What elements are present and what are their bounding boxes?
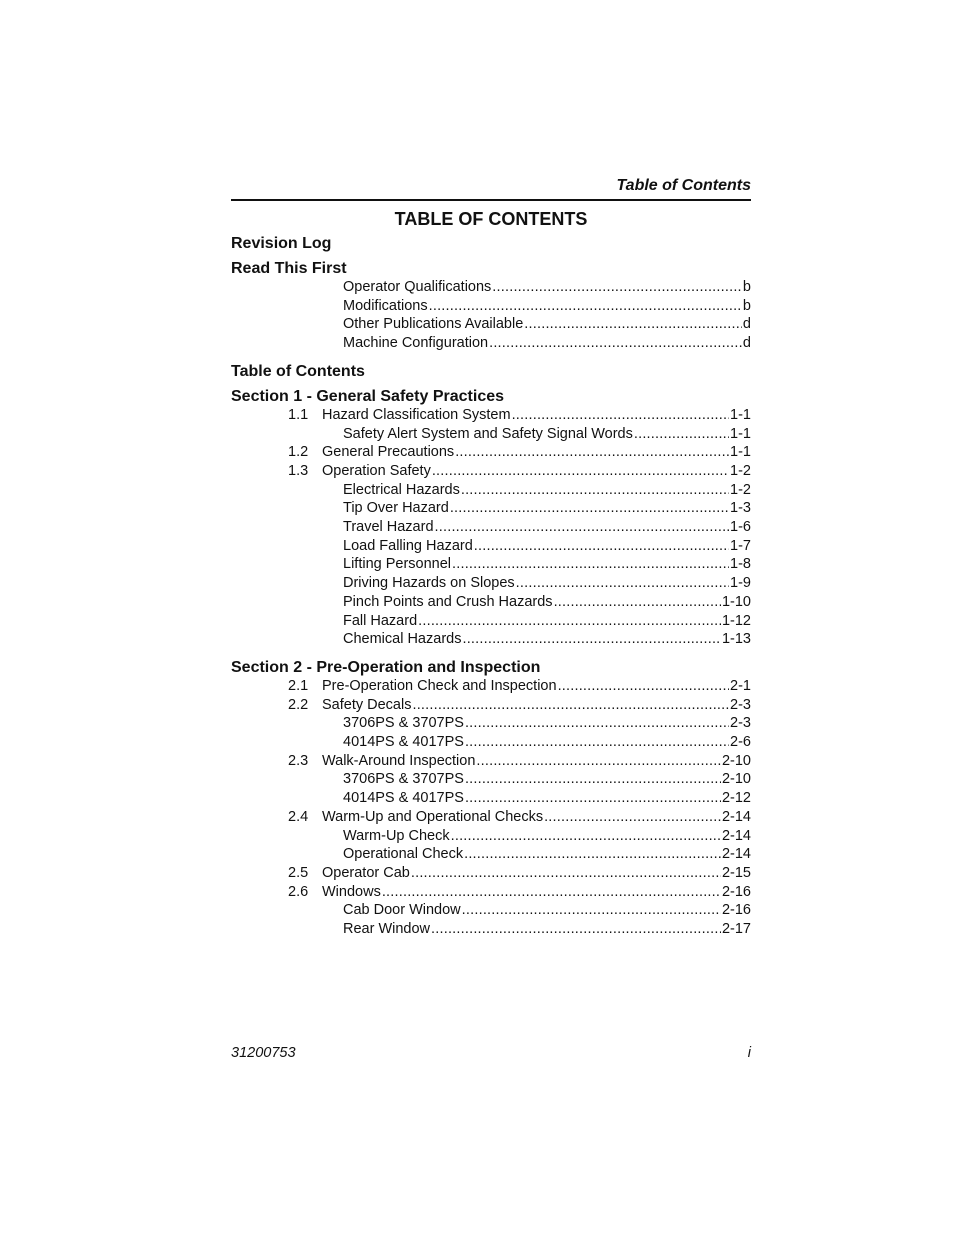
entry-page-number: 2-14	[721, 827, 751, 844]
dot-leader	[461, 481, 729, 500]
page-number: i	[747, 1045, 751, 1061]
entry-page-number: 2-12	[721, 790, 751, 807]
toc-entry[interactable]	[231, 864, 751, 883]
toc-entry[interactable]	[231, 593, 751, 612]
page-title: TABLE OF CONTENTS	[394, 209, 588, 229]
entry-page-number: 1-7	[730, 537, 751, 554]
toc-entry[interactable]	[231, 481, 751, 500]
entry-page-number: 1-10	[721, 593, 751, 610]
dot-leader	[492, 278, 742, 297]
dot-leader	[465, 789, 721, 808]
dot-leader	[558, 677, 729, 696]
section-heading[interactable]: Revision Log	[231, 235, 332, 252]
entry-title: Warm-Up Check	[343, 827, 450, 844]
toc-entry[interactable]	[231, 808, 751, 827]
dot-leader	[412, 696, 729, 715]
entry-title: Safety Alert System and Safety Signal Words	[343, 425, 633, 442]
dot-leader	[451, 827, 721, 846]
toc-entry[interactable]	[231, 827, 751, 846]
entry-title: Walk-Around Inspection	[322, 752, 476, 769]
dot-leader	[382, 883, 721, 902]
toc-entry[interactable]	[231, 555, 751, 574]
entry-number: 1.3	[288, 462, 309, 479]
toc-entry[interactable]	[231, 334, 751, 353]
dot-leader	[554, 593, 721, 612]
page-content	[231, 176, 751, 939]
entry-page-number: 2-14	[721, 846, 751, 863]
entry-page-number: 1-12	[721, 612, 751, 629]
entry-title: Driving Hazards on Slopes	[343, 575, 515, 592]
entry-page-number: 1-6	[730, 519, 751, 536]
toc-entry[interactable]	[231, 789, 751, 808]
entry-number: 2.3	[288, 752, 309, 769]
dot-leader	[524, 315, 742, 334]
dot-leader	[455, 443, 729, 462]
entry-page-number: 2-3	[730, 696, 751, 713]
entry-page-number: 1-1	[730, 444, 751, 461]
dot-leader	[544, 808, 721, 827]
entry-number: 1.1	[288, 406, 309, 423]
entry-page-number: 1-1	[730, 425, 751, 442]
toc-entry[interactable]	[231, 443, 751, 462]
dot-leader	[516, 574, 729, 593]
entry-page-number: 2-15	[721, 864, 751, 881]
toc-entry[interactable]	[231, 733, 751, 752]
entry-page-number: 2-1	[730, 677, 751, 694]
entry-number: 2.1	[288, 677, 309, 694]
entry-title: Load Falling Hazard	[343, 537, 473, 554]
toc-entry[interactable]	[231, 770, 751, 789]
entry-title: Operation Safety	[322, 462, 431, 479]
entry-page-number: 1-2	[730, 481, 751, 498]
entry-page-number: 1-2	[730, 462, 751, 479]
dot-leader	[474, 537, 729, 556]
entry-page-number: d	[742, 335, 751, 352]
toc-entry[interactable]	[231, 406, 751, 425]
toc-entry[interactable]	[231, 920, 751, 939]
entry-title: Electrical Hazards	[343, 481, 460, 498]
toc-entry[interactable]	[231, 752, 751, 771]
entry-title: 3706PS & 3707PS	[343, 771, 464, 788]
dot-leader	[465, 733, 729, 752]
running-header: Table of Contents	[231, 176, 751, 201]
entry-title: Travel Hazard	[343, 519, 434, 536]
entry-title: Lifting Personnel	[343, 556, 452, 573]
entry-title: Operator Cab	[322, 864, 410, 881]
entry-title: Machine Configuration	[343, 335, 489, 352]
entry-page-number: 2-14	[721, 808, 751, 825]
entry-number: 2.5	[288, 864, 309, 881]
entry-title: Cab Door Window	[343, 902, 461, 919]
section-heading[interactable]: Section 1 - General Safety Practices	[231, 387, 505, 405]
dot-leader	[489, 334, 742, 353]
entry-title: Fall Hazard	[343, 612, 418, 629]
entry-page-number: b	[742, 297, 751, 314]
section-heading[interactable]: Read This First	[231, 260, 347, 277]
entry-number: 2.2	[288, 696, 309, 713]
toc-entry[interactable]	[231, 297, 751, 316]
dot-leader	[464, 845, 721, 864]
page-footer	[231, 1045, 751, 1061]
toc-body	[231, 234, 751, 939]
dot-leader	[418, 612, 721, 631]
entry-title: Warm-Up and Operational Checks	[322, 808, 544, 825]
entry-title: Hazard Classification System	[322, 406, 511, 423]
entry-title: Tip Over Hazard	[343, 500, 449, 517]
dot-leader	[431, 920, 721, 939]
toc-entry[interactable]	[231, 537, 751, 556]
toc-entry[interactable]	[231, 315, 751, 334]
entry-number: 2.4	[288, 808, 309, 825]
entry-title: General Precautions	[322, 444, 455, 461]
dot-leader	[429, 297, 742, 316]
section-heading[interactable]: Table of Contents	[231, 362, 365, 380]
toc-entry[interactable]	[231, 425, 751, 444]
entry-title: 3706PS & 3707PS	[343, 715, 464, 732]
entry-title: Rear Window	[343, 921, 431, 938]
dot-leader	[462, 901, 721, 920]
entry-page-number: 1-1	[730, 406, 751, 423]
dot-leader	[450, 499, 729, 518]
toc-entry[interactable]	[231, 883, 751, 902]
entry-title: Other Publications Available	[343, 316, 524, 333]
entry-page-number: 2-16	[721, 902, 751, 919]
toc-entry[interactable]	[231, 278, 751, 297]
dot-leader	[435, 518, 730, 537]
entry-page-number: 2-10	[721, 771, 751, 788]
entry-title: Operator Qualifications	[343, 279, 492, 295]
toc-entry[interactable]	[231, 518, 751, 537]
entry-page-number: 2-10	[721, 752, 751, 769]
entry-page-number: 2-6	[730, 734, 751, 751]
entry-title: Safety Decals	[322, 696, 412, 713]
entry-title: Windows	[322, 883, 381, 900]
dot-leader	[465, 714, 729, 733]
entry-title: 4014PS & 4017PS	[343, 734, 464, 751]
toc-entry[interactable]	[231, 901, 751, 920]
entry-number: 1.2	[288, 444, 309, 461]
entry-title: Pre-Operation Check and Inspection	[322, 677, 557, 694]
dot-leader	[476, 752, 721, 771]
entry-page-number: d	[742, 316, 751, 333]
toc-entry[interactable]	[231, 696, 751, 715]
toc-entry[interactable]	[231, 677, 751, 696]
entry-page-number: 1-9	[730, 575, 751, 592]
document-number: 31200753	[231, 1045, 296, 1061]
entry-title: Modifications	[343, 297, 428, 314]
entry-number: 2.6	[288, 883, 309, 900]
toc-entry[interactable]	[231, 630, 751, 649]
toc-entry[interactable]	[231, 462, 751, 481]
entry-page-number: 2-3	[730, 715, 751, 732]
entry-page-number: 1-13	[721, 631, 751, 648]
dot-leader	[411, 864, 721, 883]
entry-title: 4014PS & 4017PS	[343, 790, 464, 807]
section-heading[interactable]: Section 2 - Pre-Operation and Inspection	[231, 658, 541, 676]
dot-leader	[634, 425, 729, 444]
entry-page-number: b	[742, 279, 751, 295]
entry-page-number: 1-8	[730, 556, 751, 573]
dot-leader	[462, 630, 721, 649]
dot-leader	[512, 406, 729, 425]
toc-entry[interactable]	[231, 499, 751, 518]
dot-leader	[452, 555, 729, 574]
toc-entry[interactable]	[231, 845, 751, 864]
entry-title: Chemical Hazards	[343, 631, 462, 648]
entry-page-number: 2-17	[721, 921, 751, 938]
entry-page-number: 2-16	[721, 883, 751, 900]
toc-entry[interactable]	[231, 574, 751, 593]
dot-leader	[432, 462, 729, 481]
toc-entry[interactable]	[231, 612, 751, 631]
dot-leader	[465, 770, 721, 789]
entry-page-number: 1-3	[730, 500, 751, 517]
entry-title: Pinch Points and Crush Hazards	[343, 593, 553, 610]
toc-entry[interactable]	[231, 714, 751, 733]
entry-title: Operational Check	[343, 846, 464, 863]
